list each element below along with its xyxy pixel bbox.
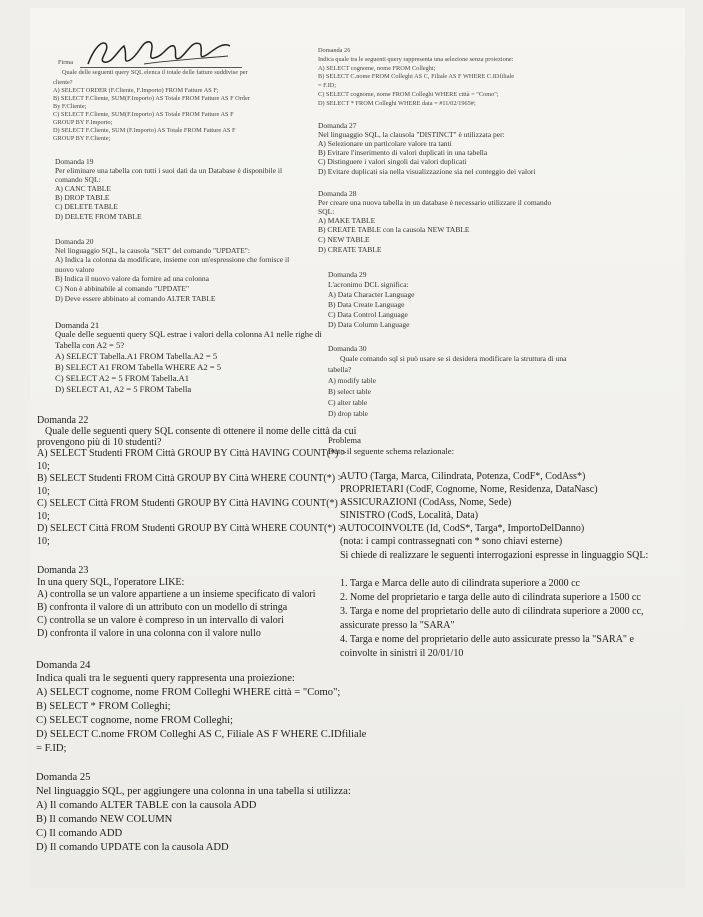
q24-text: Indica quali tra le seguenti query rappresenta una proiezione:: [36, 673, 295, 684]
q26-option-c: C) SELECT cognome, nome FROM Colleghi WHERE città = "Como";: [318, 91, 499, 98]
q22-option-d: D) SELECT Città FROM Studenti GROUP BY Città WHERE COUNT(*) >: [37, 523, 344, 534]
q22-option-b-cont: 10;: [37, 486, 50, 497]
q27-text: Nel linguaggio SQL, la clausola "DISTINCT" è utilizzata per:: [318, 130, 505, 139]
q20-option-b: B) Indica il nuovo valore da fornire ad una colonna: [55, 274, 209, 283]
query-4-cont: coinvolte in sinistri il 20/01/10: [340, 648, 464, 659]
q20-text: Nel linguaggio SQL, la causola "SET" del comando "UPDATE":: [55, 246, 250, 255]
schema-auto: AUTO (Targa, Marca, Cilindrata, Potenza, CodF*, CodAss*): [340, 471, 586, 482]
q24-heading: Domanda 24: [36, 660, 91, 671]
q23-text: In una query SQL, l'operatore LIKE:: [37, 577, 185, 588]
firma-label: Firma: [58, 59, 74, 66]
q27-heading: Domanda 27: [318, 121, 357, 130]
q25-text: Nel linguaggio SQL, per aggiungere una colonna in una tabella si utilizza:: [36, 786, 351, 797]
q23-heading: Domanda 23: [37, 565, 89, 576]
q30-option-a: A) modify table: [328, 376, 376, 385]
query-2: 2. Nome del proprietario e targa delle auto di cilindrata superiore a 1500 cc: [340, 592, 641, 603]
q23-option-d: D) confronta il valore in una colonna con il valore nullo: [37, 628, 261, 639]
schema-assicurazioni: ASSICURAZIONI (CodAss, Nome, Sede): [340, 497, 512, 508]
q30-option-d: D) drop table: [328, 409, 368, 418]
q28-option-b: B) CREATE TABLE con la causola NEW TABLE: [318, 225, 470, 234]
q25-option-c: C) Il comando ADD: [36, 828, 123, 839]
q22-option-c-cont: 10;: [37, 511, 50, 522]
q29-heading: Domanda 29: [328, 270, 367, 279]
q22-option-a: A) SELECT Studenti FROM Città GROUP BY Città HAVING COUNT(*) >: [37, 448, 347, 459]
q29-text: L'acronimo DCL significa:: [328, 280, 409, 289]
q26-option-b: B) SELECT C.nome FROM Colleghi AS C, Filiale AS F WHERE C.IDfiliale: [318, 73, 515, 80]
q30-text: Quale comando sql si può usare se si desidera modificare la struttura di una: [340, 354, 567, 363]
q21-option-a: A) SELECT Tabella.A1 FROM Tabella.A2 = 5: [55, 351, 218, 361]
q18-option-b: B) SELECT F.Cliente, SUM(F.Importo) AS Totale FROM Fatture AS F Order: [53, 95, 250, 102]
q23-option-c: C) controlla se un valore è compreso in un intervallo di valori: [37, 615, 284, 626]
q27-option-b: B) Evitare l'inserimento di valori duplicati in una tabella: [318, 148, 488, 157]
q20-option-c: C) Non è abbinabile al comando "UPDATE": [55, 284, 190, 293]
q19-option-a: A) CANC TABLE: [55, 184, 111, 193]
schema-sinistro: SINISTRO (CodS, Località, Data): [340, 510, 479, 521]
q26-text: Indica quale tra le seguenti query rappresenta una selezione senza proiezione:: [318, 56, 514, 63]
q22-option-b: B) SELECT Studenti FROM Città GROUP BY Città WHERE COUNT(*) >: [37, 473, 344, 484]
q28-option-d: D) CREATE TABLE: [318, 245, 382, 254]
q30-option-b: B) select table: [328, 387, 371, 396]
q22-text: Quale delle seguenti query SQL consente di ottenere il nome delle città da cui: [45, 426, 357, 437]
q18-option-c-cont: GROUP BY F.Importo;: [53, 119, 113, 126]
q20-option-a-cont: nuovo valore: [55, 265, 95, 274]
q28-option-c: C) NEW TABLE: [318, 235, 370, 244]
schema-proprietari: PROPRIETARI (CodF, Cognome, Nome, Residenza, DataNasc): [340, 484, 598, 495]
q24-option-d: D) SELECT C.nome FROM Colleghi AS C, Filiale AS F WHERE C.IDfiliale: [36, 729, 367, 740]
q22-option-d-cont: 10;: [37, 536, 50, 547]
q24-option-a: A) SELECT cognome, nome FROM Colleghi WHERE città = "Como";: [36, 687, 341, 698]
q27-option-d: D) Evitare duplicati sia nella visualizzazione sia nel conteggio dei valori: [318, 167, 536, 176]
q29-option-b: B) Data Create Language: [328, 300, 405, 309]
q30-text-cont: tabella?: [328, 365, 352, 374]
q18-text-cont: cliente?: [53, 79, 73, 86]
query-1: 1. Targa e Marca delle auto di cilindrata superiore a 2000 cc: [340, 578, 580, 589]
q28-option-a: A) MAKE TABLE: [318, 216, 376, 225]
query-4: 4. Targa e nome del proprietario delle auto assicurate presso la "SARA" e: [340, 634, 634, 645]
q24-option-c: C) SELECT cognome, nome FROM Colleghi;: [36, 715, 233, 726]
q21-option-b: B) SELECT A1 FROM Tabella WHERE A2 = 5: [55, 362, 222, 372]
q30-option-c: C) alter table: [328, 398, 368, 407]
q22-option-c: C) SELECT Città FROM Studenti GROUP BY Città HAVING COUNT(*) >: [37, 498, 346, 509]
q18-option-c: C) SELECT F.Cliente, SUM(F.Importo) AS Totale FROM Fatture AS F: [53, 111, 234, 118]
q26-option-b-cont: = F.ID;: [318, 82, 337, 89]
q22-option-a-cont: 10;: [37, 461, 50, 472]
schema-note: (nota: i campi contrassegnati con * sono chiavi esterne): [340, 536, 563, 547]
q19-option-b: B) DROP TABLE: [55, 193, 110, 202]
query-3-cont: assicurate presso la "SARA": [340, 620, 455, 631]
q27-option-a: A) Selezionare un particolare valore tra tanti: [318, 139, 452, 148]
q18-text: Quale delle seguenti query SQL elenca il totale delle fatture suddivise per: [62, 69, 248, 76]
q29-option-c: C) Data Control Language: [328, 310, 408, 319]
q30-heading: Domanda 30: [328, 344, 367, 353]
q20-option-d: D) Deve essere abbinato al comando ALTER TABLE: [55, 294, 216, 303]
q21-text: Quale delle seguenti query SQL estrae i valori della colonna A1 nelle righe di: [55, 329, 322, 339]
q22-heading: Domanda 22: [37, 415, 89, 426]
q18-option-d: D) SELECT F.Cliente, SUM (F.Importo) AS Totale FROM Fatture AS F: [53, 127, 236, 134]
q26-heading: Domanda 26: [318, 47, 351, 54]
q27-option-c: C) Distinguere i valori singoli dai valori duplicati: [318, 157, 467, 166]
q19-option-c: C) DELETE TABLE: [55, 202, 118, 211]
q25-option-b: B) Il comando NEW COLUMN: [36, 814, 173, 825]
q29-option-d: D) Data Column Language: [328, 320, 410, 329]
q19-text-cont: comando SQL:: [55, 175, 101, 184]
problem-intro: Dato il seguente schema relazionale:: [328, 446, 454, 456]
q19-heading: Domanda 19: [55, 157, 94, 166]
q24-option-d-cont: = F.ID;: [36, 743, 67, 754]
q25-option-d: D) Il comando UPDATE con la causola ADD: [36, 842, 229, 853]
q19-option-d: D) DELETE FROM TABLE: [55, 212, 142, 221]
q25-heading: Domanda 25: [36, 772, 91, 783]
q24-option-b: B) SELECT * FROM Colleghi;: [36, 701, 171, 712]
q22-text-cont: provengono più di 10 studenti?: [37, 437, 162, 448]
q21-text-cont: Tabella con A2 = 5?: [55, 340, 125, 350]
q28-heading: Domanda 28: [318, 189, 357, 198]
q19-text: Per eliminare una tabella con tutti i suoi dati da un Database è disponibile il: [55, 166, 283, 175]
q28-text-cont: SQL:: [318, 207, 335, 216]
q18-option-b-cont: By F.Cliente;: [53, 103, 87, 110]
q23-option-a: A) controlla se un valore appartiene a un insieme specificato di valori: [37, 589, 316, 600]
q23-option-b: B) confronta il valore di un attributo con un modello di stringa: [37, 602, 288, 613]
problem-request: Si chiede di realizzare le seguenti interrogazioni espresse in linguaggio SQL:: [340, 550, 649, 561]
q21-option-c: C) SELECT A2 = 5 FROM Tabella.A1: [55, 373, 190, 383]
q26-option-d: D) SELECT * FROM Colleghi WHERE data = #11/02/1965#;: [318, 100, 476, 107]
q28-text: Per creare una nuova tabella in un database è necessario utilizzare il comando: [318, 198, 552, 207]
q29-option-a: A) Data Character Language: [328, 290, 415, 299]
q25-option-a: A) Il comando ALTER TABLE con la causola ADD: [36, 800, 257, 811]
problem-heading: Problema: [328, 435, 361, 445]
query-3: 3. Targa e nome del proprietario delle auto di cilindrata superiore a 2000 cc,: [340, 606, 644, 617]
q20-heading: Domanda 20: [55, 237, 94, 246]
signature-handwriting: [84, 34, 234, 70]
q21-heading: Domanda 21: [55, 320, 100, 330]
q18-option-a: A) SELECT ORDER (F.Cliente, F.Importo) FROM Fatture AS F;: [53, 87, 219, 94]
q20-option-a: A) Indica la colonna da modificare, insieme con un'espressione che fornisce il: [55, 255, 290, 264]
q26-option-a: A) SELECT cognome, nome FROM Colleghi;: [318, 65, 436, 72]
q18-option-d-cont: GROUP BY F.Cliente;: [53, 135, 111, 142]
q21-option-d: D) SELECT A1, A2 = 5 FROM Tabella: [55, 384, 192, 394]
schema-autocoinvolte: AUTOCOINVOLTE (Id, CodS*, Targa*, ImportoDelDanno): [340, 523, 585, 534]
